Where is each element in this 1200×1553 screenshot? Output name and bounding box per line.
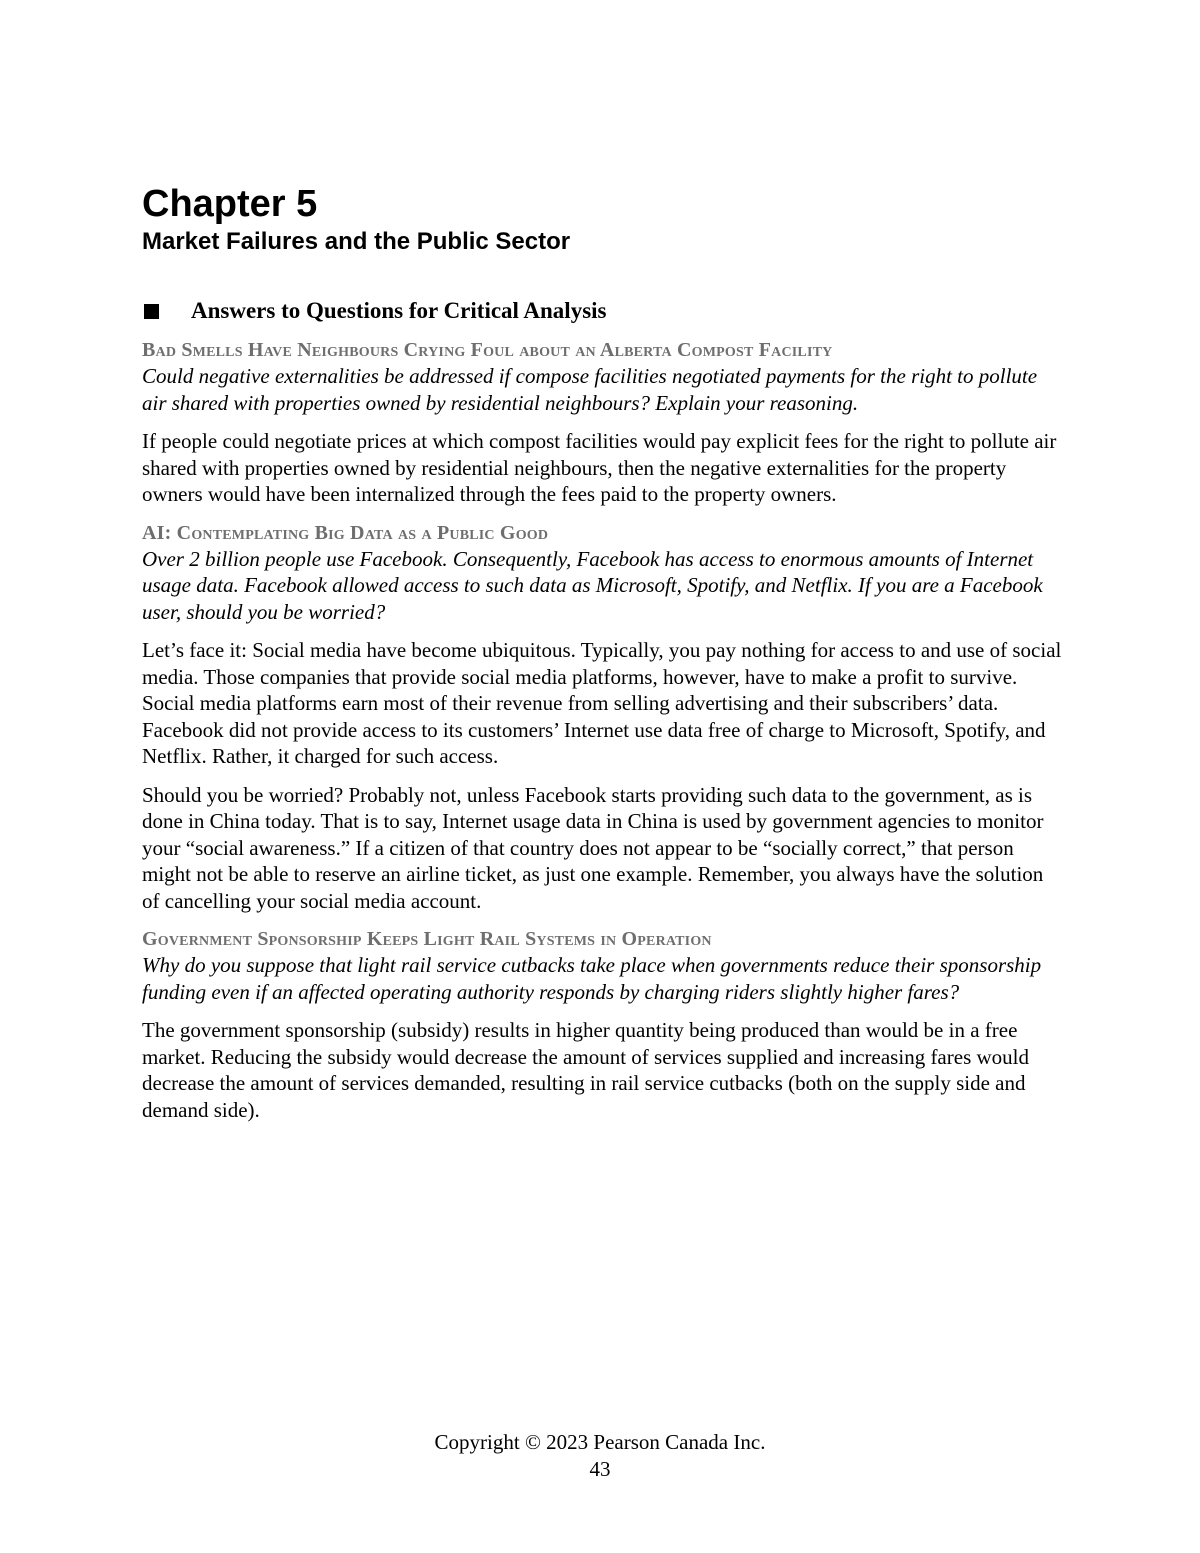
section-heading (142, 297, 1062, 325)
item-title: Government Sponsorship Keeps Light Rail Systems in Operation (142, 928, 712, 950)
item-question: Why do you suppose that light rail service cutbacks take place when governments reduce their sponsorship funding even if an affected operating authority responds by charging riders slightly higher fares? (142, 953, 1042, 1004)
page-number: 43 (589, 1457, 611, 1481)
copyright-text: Copyright © 2023 Pearson Canada Inc. (434, 1430, 766, 1454)
item-big-data (142, 520, 1062, 915)
item-title: Bad Smells Have Neighbours Crying Foul about an Alberta Compost Facility (142, 339, 833, 361)
item-compost (142, 337, 1062, 508)
section-heading-text: Answers to Questions for Critical Analysis (191, 298, 607, 323)
chapter-number: Chapter 5 (142, 183, 318, 225)
page-footer (0, 1429, 1200, 1483)
item-answer: Let’s face it: Social media have become ubiquitous. Typically, you pay nothing for access to and use of social media. Those companies that provide social media platforms, however, have to make a profit to survive. Social media platforms earn most of their revenue from selling advertising and their subscribers’ data. Facebook did not provide access to its customers’ Internet use data free of charge to Microsoft, Spotify, and Netflix. Rather, it charged for such access. (142, 638, 1062, 768)
item-answer: The government sponsorship (subsidy) results in higher quantity being produced than would be in a free market. Reducing the subsidy would decrease the amount of services supplied and increasing fares would decrease the amount of services demanded, resulting in rail service cutbacks (both on the supply side and demand side). (142, 1018, 1029, 1122)
item-answer: Should you be worried? Probably not, unless Facebook starts providing such data to the government, as is done in China today. That is to say, Internet usage data in China is used by government agencies to monitor your “social awareness.” If a citizen of that country does not appear to be “socially correct,” that person might not be able to reserve an airline ticket, as just one example. Remember, you always have the solution of cancelling your social media account. (142, 782, 1044, 913)
chapter-title: Market Failures and the Public Sector (142, 228, 571, 255)
item-question: Over 2 billion people use Facebook. Consequently, Facebook has access to enormous amounts of Internet usage data. Facebook allowed access to such data as Microsoft, Spotify, and Netflix. If you are a Facebook user, should you be worried? (142, 546, 1043, 624)
document-page (142, 183, 1062, 1123)
square-bullet-icon (144, 304, 159, 319)
item-question: Could negative externalities be addressed if compose facilities negotiated payments for the right to pollute air shared with properties owned by residential neighbours? Explain your reasoning. (142, 364, 1038, 415)
item-light-rail (142, 926, 1062, 1123)
item-answer: If people could negotiate prices at which compost facilities would pay explicit fees for the right to pollute air shared with properties owned by residential neighbours, then the negative externalities for the property owners would have been internalized through the fees paid to the property owners. (142, 429, 1057, 506)
item-title: AI: Contemplating Big Data as a Public Good (142, 521, 549, 544)
